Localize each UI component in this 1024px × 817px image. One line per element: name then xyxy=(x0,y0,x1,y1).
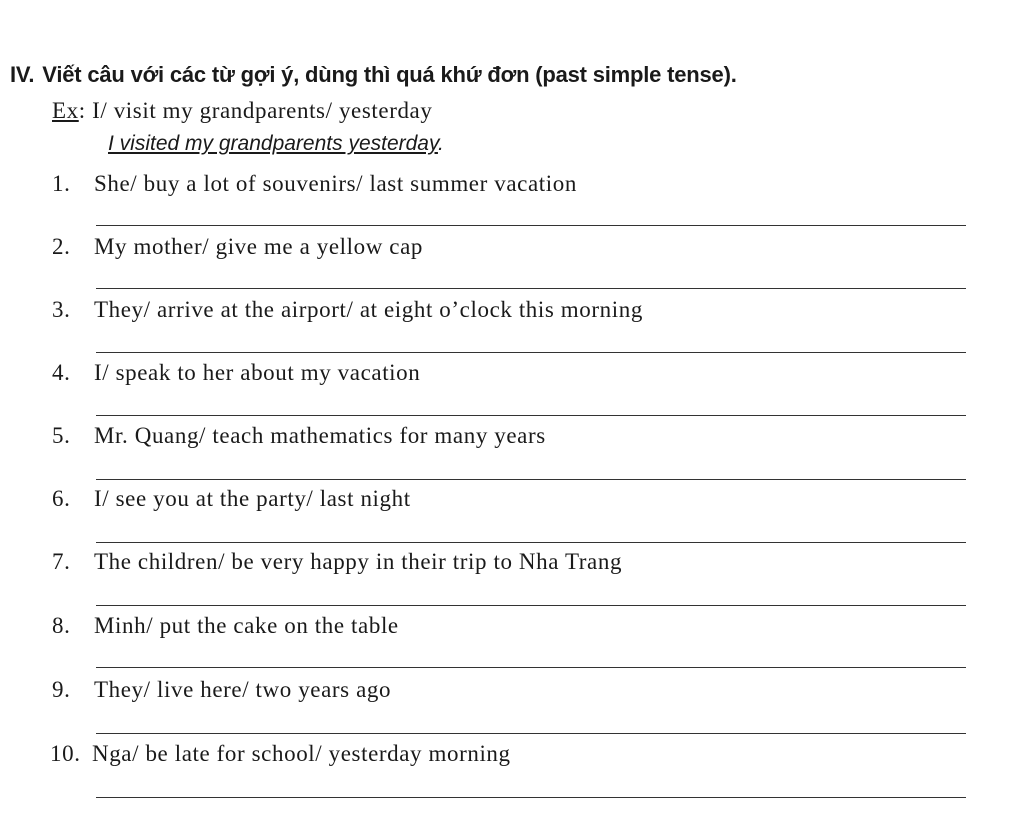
answer-line[interactable] xyxy=(96,605,966,606)
item-number: 8. xyxy=(52,613,71,638)
answer-line[interactable] xyxy=(96,288,966,289)
answer-line[interactable] xyxy=(96,733,966,734)
example-label: Ex xyxy=(52,98,79,123)
section-number: IV. xyxy=(10,62,35,87)
item-number: 6. xyxy=(52,486,71,511)
section-instruction: Viết câu với các từ gợi ý, dùng thì quá khứ đơn (past simple tense). xyxy=(42,62,737,87)
example-prompt: I/ visit my grandparents/ yesterday xyxy=(92,98,433,123)
item-number: 10. xyxy=(50,741,81,766)
exercise-item-7 xyxy=(0,549,1024,613)
answer-line[interactable] xyxy=(96,542,966,543)
item-number: 3. xyxy=(52,297,71,322)
answer-line[interactable] xyxy=(96,352,966,353)
exercise-item-1 xyxy=(0,171,1024,235)
answer-line[interactable] xyxy=(96,797,966,798)
exercise-item-5 xyxy=(0,423,1024,487)
exercise-item-6 xyxy=(0,486,1024,550)
item-prompt: The children/ be very happy in their trip to Nha Trang xyxy=(94,549,623,574)
example-answer: I visited my grandparents yesterday xyxy=(108,132,438,155)
exercise-item-9 xyxy=(0,677,1024,741)
item-number: 2. xyxy=(52,234,71,259)
item-prompt: Minh/ put the cake on the table xyxy=(94,613,399,638)
example-prompt-line xyxy=(52,98,432,124)
exercise-item-10 xyxy=(0,741,1024,805)
item-prompt: My mother/ give me a yellow cap xyxy=(94,234,424,259)
item-prompt: Nga/ be late for school/ yesterday morning xyxy=(92,741,511,766)
exercise-item-3 xyxy=(0,297,1024,361)
section-heading xyxy=(10,62,737,88)
example-answer-period: . xyxy=(437,132,444,155)
item-prompt: She/ buy a lot of souvenirs/ last summer vacation xyxy=(94,171,577,196)
answer-line[interactable] xyxy=(96,415,966,416)
exercise-item-8 xyxy=(0,613,1024,677)
item-number: 4. xyxy=(52,360,71,385)
example-answer-line xyxy=(108,132,444,156)
item-number: 9. xyxy=(52,677,71,702)
answer-line[interactable] xyxy=(96,479,966,480)
item-prompt: I/ speak to her about my vacation xyxy=(94,360,421,385)
answer-line[interactable] xyxy=(96,225,966,226)
example-separator: : xyxy=(78,98,86,123)
item-prompt: They/ arrive at the airport/ at eight o’clock this morning xyxy=(94,297,643,322)
answer-line[interactable] xyxy=(96,667,966,668)
item-number: 5. xyxy=(52,423,71,448)
item-prompt: Mr. Quang/ teach mathematics for many years xyxy=(94,423,546,448)
exercise-item-4 xyxy=(0,360,1024,424)
item-number: 7. xyxy=(52,549,71,574)
item-prompt: I/ see you at the party/ last night xyxy=(94,486,411,511)
exercise-item-2 xyxy=(0,234,1024,298)
item-prompt: They/ live here/ two years ago xyxy=(94,677,392,702)
item-number: 1. xyxy=(52,171,71,196)
